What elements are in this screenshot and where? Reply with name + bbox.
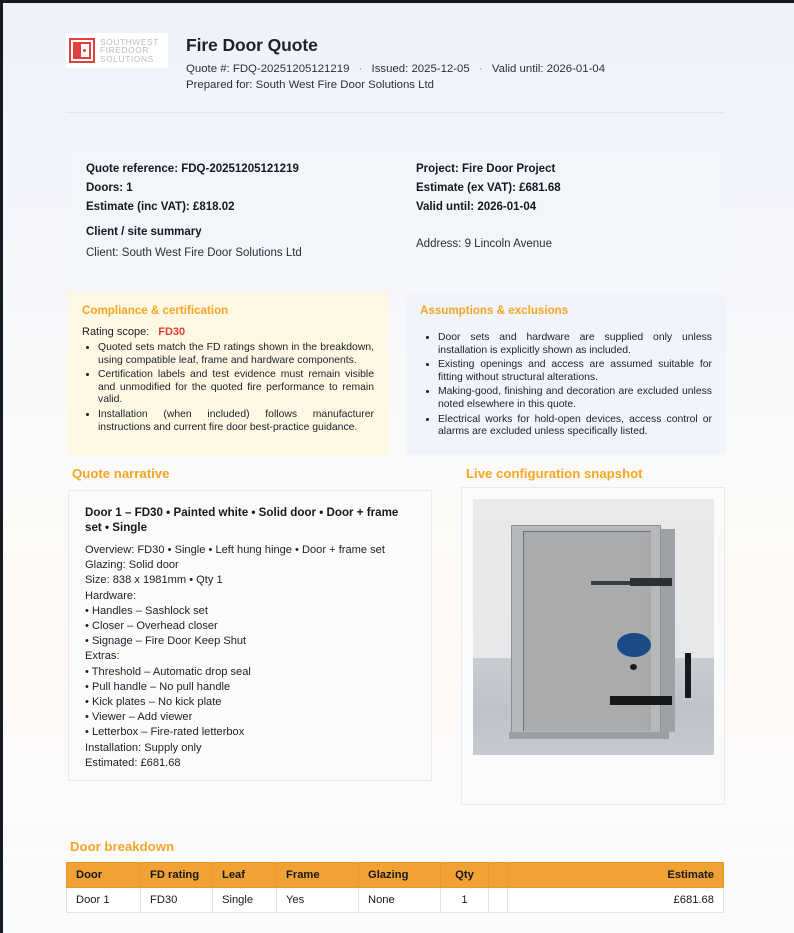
list-item: • Electrical works for hold-open devices, access control or alarms are excluded unless specifically listed.: [438, 413, 712, 439]
door-threshold: [509, 732, 669, 739]
narrative-line: Size: 838 x 1981mm • Qty 1: [85, 574, 223, 587]
column-header-glazing: Glazing: [359, 863, 441, 888]
summary-address: Address: 9 Lincoln Avenue: [416, 238, 552, 250]
section-title-live-configuration-snapshot: Live configuration snapshot: [466, 466, 643, 481]
company-logo: [66, 33, 168, 68]
quote-narrative-card: [68, 490, 432, 781]
cell-qty: 1: [441, 888, 489, 913]
meta-separator-2: ·: [478, 63, 483, 75]
table-row: [67, 888, 724, 913]
summary-estimate-ex-vat: Estimate (ex VAT): £681.68: [416, 182, 561, 194]
rating-scope-value: FD30: [158, 326, 186, 338]
column-header-door: Door: [67, 863, 141, 888]
section-title-door-breakdown: Door breakdown: [70, 839, 175, 854]
viewer-icon: [630, 664, 637, 670]
narrative-line: • Signage – Fire Door Keep Shut: [85, 635, 247, 648]
list-item: • Installation (when included) follows manufacturer instructions and current fire door best-practice guidance.: [98, 408, 374, 434]
compliance-bullet-list: [82, 341, 374, 434]
logo-handle-dot: [83, 49, 86, 52]
column-header-fd-rating: FD rating: [141, 863, 213, 888]
column-header-spacer: [489, 863, 508, 888]
narrative-line: Estimated: £681.68: [85, 756, 181, 769]
rating-scope-label: Rating scope:: [82, 326, 150, 338]
narrative-line: • Pull handle – No pull handle: [85, 680, 231, 693]
door-handle: [685, 653, 691, 698]
door-leaf: [525, 533, 647, 731]
summary-quote-reference: Quote reference: FDQ-20251205121219: [86, 163, 299, 175]
header-text-block: [186, 33, 605, 91]
summary-left-column: [86, 163, 406, 266]
logo-wordmark: [100, 38, 159, 64]
summary-panel: [66, 151, 724, 279]
summary-client: Client: South West Fire Door Solutions Ltd: [86, 247, 302, 259]
narrative-line: • Letterbox – Fire-rated letterbox: [85, 726, 245, 739]
rating-scope-row: [82, 326, 374, 338]
narrative-door-title: Door 1 – FD30 • Painted white • Solid door • Door + frame set • Single: [85, 506, 399, 534]
cell-glazing: None: [359, 888, 441, 913]
narrative-line: Glazing: Solid door: [85, 559, 179, 572]
summary-project: Project: Fire Door Project: [416, 163, 556, 175]
table-header-row: [67, 863, 724, 888]
document-header: [66, 33, 724, 105]
fire-door-signage-icon: [617, 633, 651, 657]
meta-separator-1: ·: [358, 63, 363, 75]
overhead-closer-body: [630, 578, 672, 586]
cell-door: Door 1: [67, 888, 141, 913]
logo-line-3: SOLUTIONS: [100, 53, 154, 64]
narrative-line: • Viewer – Add viewer: [85, 711, 193, 724]
summary-client-site-heading: Client / site summary: [86, 226, 202, 238]
summary-doors-count: Doors: 1: [86, 182, 133, 194]
header-divider: [66, 112, 724, 113]
assumptions-panel: [406, 292, 726, 455]
assumptions-title: Assumptions & exclusions: [420, 304, 569, 317]
quote-number-value: FDQ-20251205121219: [232, 63, 350, 75]
column-header-leaf: Leaf: [213, 863, 277, 888]
live-configuration-snapshot-card: [461, 487, 725, 805]
quote-number-label: Quote #:: [186, 63, 230, 75]
logo-line-2: FIREDOOR: [100, 45, 150, 56]
list-item: • Making-good, finishing and decoration are excluded unless noted elsewhere in this quote.: [438, 385, 712, 411]
door-render-image: [473, 499, 714, 755]
column-header-frame: Frame: [277, 863, 359, 888]
list-item: • Door sets and hardware are supplied only unless installation is explicitly shown as included.: [438, 331, 712, 357]
compliance-panel: [68, 292, 388, 455]
summary-estimate-inc-vat: Estimate (inc VAT): £818.02: [86, 201, 235, 213]
narrative-line: Installation: Supply only: [85, 741, 202, 754]
narrative-line: • Kick plates – No kick plate: [85, 696, 222, 709]
header-meta-line: [186, 63, 605, 75]
narrative-line: Extras:: [85, 650, 120, 663]
prepared-for: Prepared for: South West Fire Door Solutions Ltd: [186, 79, 434, 91]
logo-line-1: SOUTHWEST: [100, 36, 159, 47]
list-item: • Certification labels and test evidence must remain visible and unmodified for the quoted fire performance to remain valid.: [98, 368, 374, 407]
cell-leaf: Single: [213, 888, 277, 913]
compliance-title: Compliance & certification: [82, 304, 229, 317]
cell-estimate: £681.68: [508, 888, 724, 913]
summary-valid-until: Valid until: 2026-01-04: [416, 201, 537, 213]
narrative-line: • Handles – Sashlock set: [85, 604, 208, 617]
list-item: • Existing openings and access are assumed suitable for fitting without structural alterations.: [438, 358, 712, 384]
issued-value: 2025-12-05: [411, 63, 470, 75]
issued-label: Issued:: [371, 63, 409, 75]
page-title: Fire Door Quote: [186, 35, 318, 55]
summary-right-column: [416, 163, 706, 220]
cell-fd-rating: FD30: [141, 888, 213, 913]
assumptions-bullet-list: [420, 331, 712, 439]
valid-until-value: 2026-01-04: [546, 63, 606, 75]
narrative-line: Hardware:: [85, 589, 137, 602]
narrative-line: Overview: FD30 • Single • Left hung hinge • Door + frame set: [85, 544, 385, 556]
door-breakdown-table: [66, 862, 724, 913]
column-header-estimate: Estimate: [508, 863, 724, 888]
cell-spacer: [489, 888, 508, 913]
section-title-quote-narrative: Quote narrative: [72, 466, 170, 481]
fire-door-logo-icon: [69, 38, 95, 63]
narrative-line: • Closer – Overhead closer: [85, 620, 218, 633]
narrative-line: • Threshold – Automatic drop seal: [85, 665, 251, 678]
letterbox: [610, 696, 672, 705]
cell-frame: Yes: [277, 888, 359, 913]
list-item: • Quoted sets match the FD ratings shown in the breakdown, using compatible leaf, frame and hardware components.: [98, 341, 374, 367]
valid-until-label: Valid until:: [491, 63, 544, 75]
column-header-qty: Qty: [441, 863, 489, 888]
